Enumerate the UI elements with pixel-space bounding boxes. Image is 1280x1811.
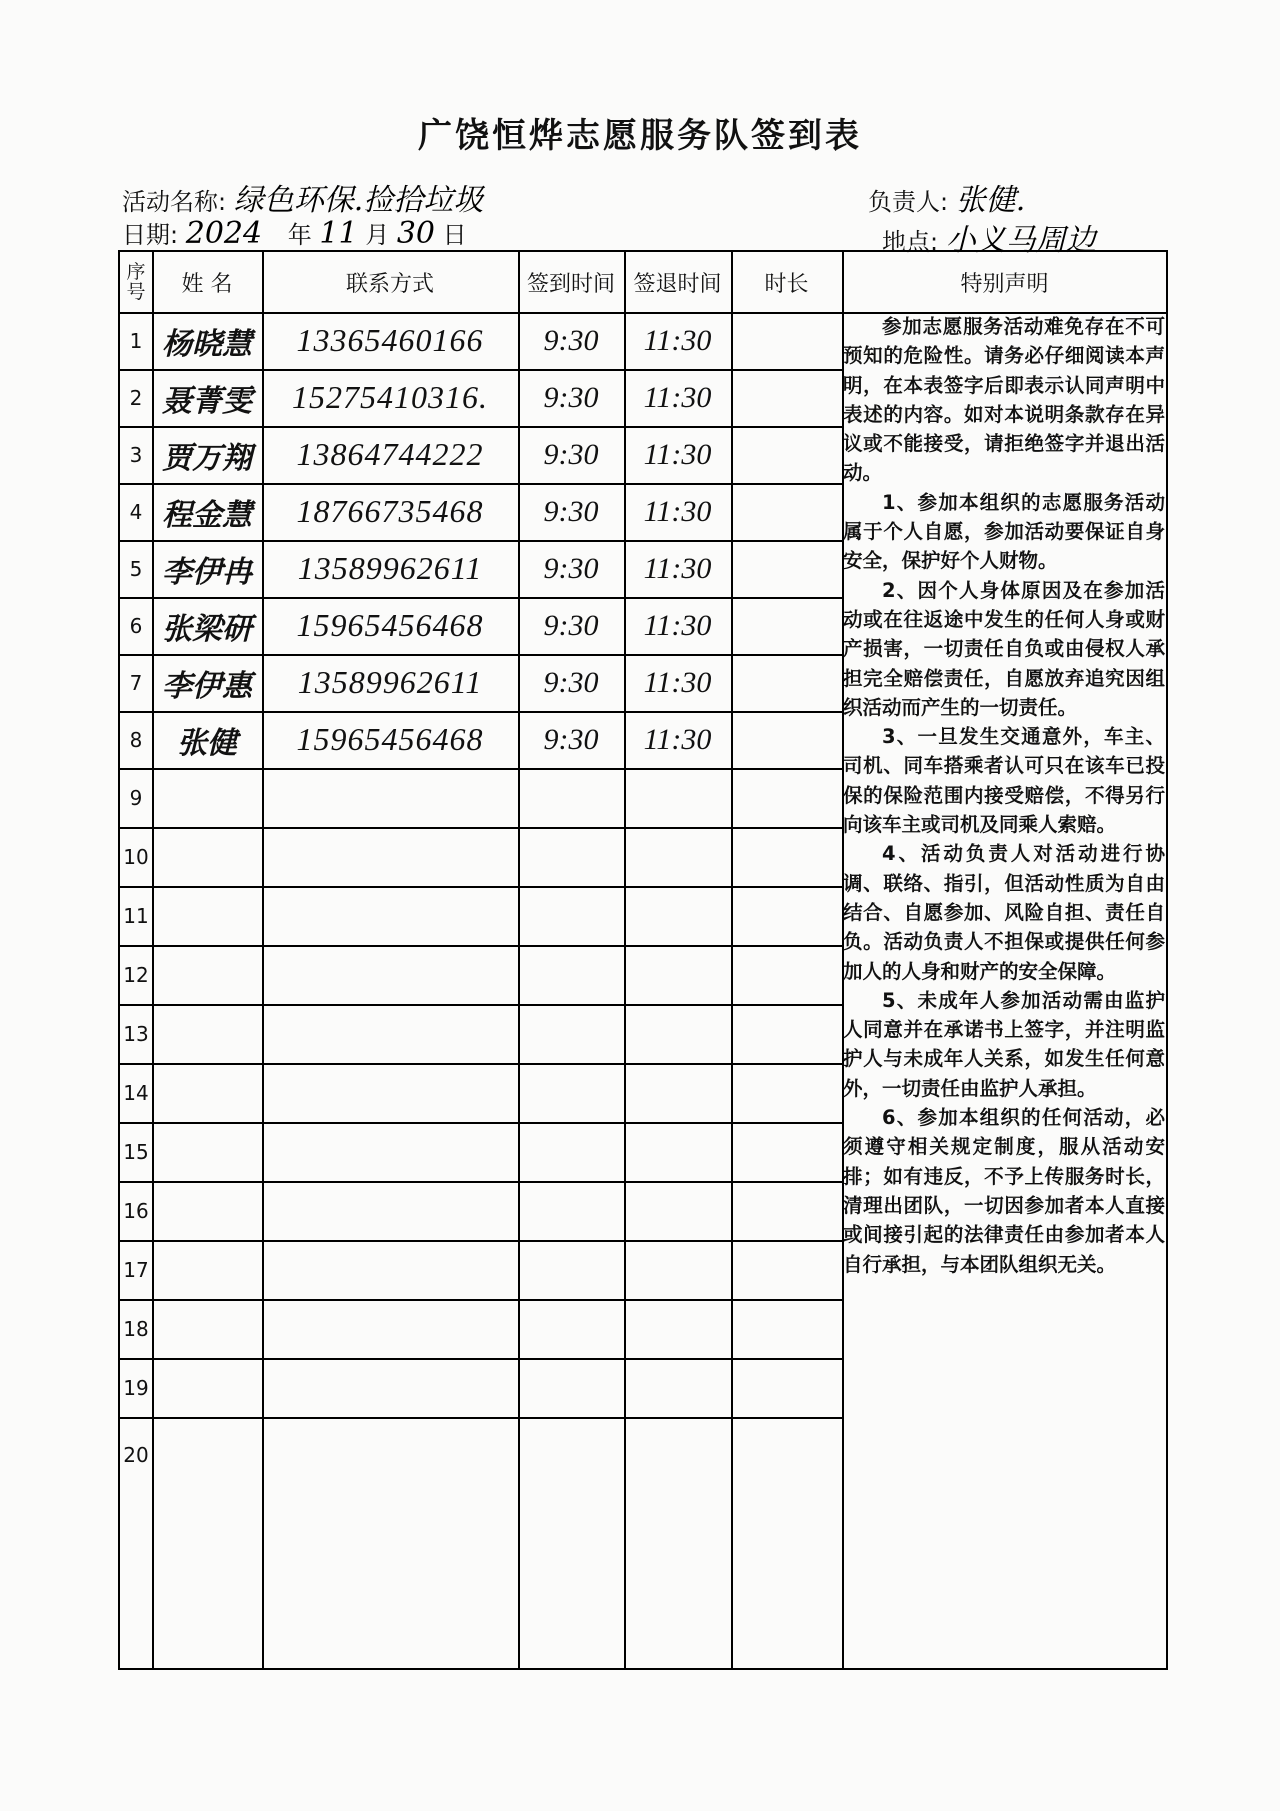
row-seq: 12 [123, 962, 149, 987]
row-name-signature [152, 1417, 262, 1493]
declaration-paragraph: 3、一旦发生交通意外，车主、司机、同车搭乘者认可只在该车已投保的保险范围内接受赔偿，不得另行向该车主或司机及同乘人索赔。 [843, 725, 1165, 837]
declaration-text [843, 312, 1165, 1279]
row-checkin: 9:30 [543, 323, 599, 357]
row-checkin: 9:30 [543, 608, 599, 642]
row-checkout: 11:30 [643, 608, 712, 642]
row-name-signature [152, 1122, 262, 1181]
row-name-signature [152, 1240, 262, 1299]
row-phone: 13864744222 [296, 436, 484, 472]
row-seq: 11 [123, 903, 149, 928]
header-checkin: 签到时间 [526, 271, 615, 297]
row-seq: 17 [123, 1257, 149, 1282]
row-seq: 2 [129, 385, 143, 410]
row-name-signature: 张梁研 [162, 611, 252, 647]
row-checkout: 11:30 [643, 323, 712, 357]
row-checkin: 9:30 [543, 665, 599, 699]
row-checkout [624, 1299, 731, 1358]
row-seq: 13 [123, 1021, 149, 1046]
row-seq: 4 [129, 499, 143, 524]
declaration-paragraph: 5、未成年人参加活动需由监护人同意并在承诺书上签字，并注明监护人与未成年人关系，如发生任何意外，一切责任由监护人承担。 [843, 988, 1165, 1100]
row-phone [262, 886, 518, 945]
row-checkout: 11:30 [643, 494, 712, 528]
row-duration [731, 1063, 842, 1122]
row-phone [262, 1299, 518, 1358]
row-duration [731, 711, 842, 768]
row-checkin [518, 1063, 624, 1122]
date-year: 2024 [185, 216, 263, 251]
row-duration [731, 540, 842, 597]
date-day: 30 [396, 216, 436, 251]
row-seq: 6 [129, 613, 143, 638]
row-duration [731, 1299, 842, 1358]
header-name: 姓 名 [181, 271, 233, 297]
header-duration: 时长 [764, 271, 809, 297]
row-phone [262, 1122, 518, 1181]
row-phone: 18766735468 [296, 493, 484, 529]
row-phone [262, 768, 518, 827]
row-checkin [518, 1004, 624, 1063]
row-checkout: 11:30 [643, 380, 712, 414]
row-seq: 15 [123, 1139, 149, 1164]
row-name-signature [152, 1181, 262, 1240]
declaration-paragraph: 1、参加本组织的志愿服务活动属于个人自愿，参加活动要保证自身安全，保护好个人财物。 [843, 490, 1165, 573]
row-checkout: 11:30 [643, 551, 712, 585]
row-name-signature [152, 886, 262, 945]
row-checkin [518, 768, 624, 827]
row-phone [262, 827, 518, 886]
row-duration [731, 1122, 842, 1181]
row-checkin [518, 886, 624, 945]
leader-field [868, 175, 1025, 219]
row-checkin [518, 1358, 624, 1417]
date-label: 日期: [122, 221, 179, 249]
row-checkin [518, 945, 624, 1004]
row-name-signature [152, 1358, 262, 1417]
row-checkin [518, 1240, 624, 1299]
date-day-unit: 日 [442, 221, 467, 249]
date-month-unit: 月 [365, 221, 390, 249]
row-phone [262, 1240, 518, 1299]
row-checkout [624, 827, 731, 886]
declaration-paragraph: 参加志愿服务活动难免存在不可预知的危险性。请务必仔细阅读本声明，在本表签字后即表示认同声明中表述的内容。如对本说明条款存在异议或不能接受，请拒绝签字并退出活动。 [843, 315, 1165, 485]
leader-label: 负责人: [868, 188, 949, 216]
row-checkout: 11:30 [643, 437, 712, 471]
row-phone: 15275410316. [292, 379, 488, 415]
row-checkin [518, 1181, 624, 1240]
row-seq: 3 [129, 442, 143, 467]
row-phone [262, 945, 518, 1004]
row-checkout: 11:30 [643, 722, 712, 756]
row-name-signature: 李伊冉 [162, 554, 252, 590]
row-seq: 7 [129, 670, 143, 695]
row-checkin [518, 1417, 624, 1493]
row-seq: 14 [123, 1080, 149, 1105]
signin-table [118, 250, 1168, 1670]
activity-field [122, 175, 483, 219]
header-checkout: 签退时间 [633, 271, 722, 297]
row-duration [731, 1358, 842, 1417]
row-checkout [624, 1417, 731, 1493]
row-checkin [518, 827, 624, 886]
row-checkout [624, 1004, 731, 1063]
row-seq: 16 [123, 1198, 149, 1223]
row-name-signature [152, 1299, 262, 1358]
row-name-signature [152, 827, 262, 886]
row-duration [731, 1417, 842, 1493]
location-value: 小义马周边 [945, 223, 1096, 258]
row-phone: 13589962611 [297, 550, 483, 586]
row-name-signature [152, 945, 262, 1004]
date-field [122, 215, 467, 251]
header-contact: 联系方式 [345, 271, 434, 297]
row-seq: 18 [123, 1316, 149, 1341]
row-checkin: 9:30 [543, 551, 599, 585]
row-checkout [624, 945, 731, 1004]
row-name-signature: 程金慧 [162, 497, 252, 533]
row-duration [731, 483, 842, 540]
declaration-paragraph: 2、因个人身体原因及在参加活动或在往返途中发生的任何人身或财产损害，一切责任自负或由侵权人承担完全赔偿责任，自愿放弃追究因组织活动而产生的一切责任。 [843, 578, 1165, 719]
column-divider [842, 252, 844, 1668]
row-seq: 5 [129, 556, 143, 581]
row-checkin: 9:30 [543, 437, 599, 471]
row-phone [262, 1417, 518, 1493]
date-month: 11 [319, 216, 358, 251]
row-name-signature: 李伊惠 [162, 668, 252, 704]
row-duration [731, 369, 842, 426]
row-checkin [518, 1122, 624, 1181]
row-duration [731, 1240, 842, 1299]
row-checkin: 9:30 [543, 722, 599, 756]
row-checkout [624, 768, 731, 827]
row-seq: 10 [123, 844, 149, 869]
row-duration [731, 886, 842, 945]
row-checkout [624, 1063, 731, 1122]
header-seq: 序号 [126, 261, 146, 303]
row-checkout [624, 1122, 731, 1181]
row-phone: 13365460166 [296, 322, 484, 358]
row-name-signature [152, 1063, 262, 1122]
declaration-paragraph: 6、参加本组织的任何活动，必须遵守相关规定制度，服从活动安排；如有违反，不予上传服务时长，清理出团队，一切因参加者本人直接或间接引起的法律责任由参加者本人自行承担，与本团队组织无关。 [843, 1106, 1165, 1276]
row-name-signature: 张健 [177, 725, 237, 761]
row-duration [731, 654, 842, 711]
row-duration [731, 597, 842, 654]
location-label: 地点: [882, 228, 939, 256]
row-checkout [624, 1358, 731, 1417]
row-checkout [624, 886, 731, 945]
row-seq: 1 [129, 328, 143, 353]
row-seq: 9 [129, 785, 143, 810]
row-name-signature: 贾万翔 [162, 440, 252, 476]
row-phone [262, 1358, 518, 1417]
row-phone [262, 1063, 518, 1122]
row-phone: 15965456468 [296, 607, 484, 643]
row-checkout: 11:30 [643, 665, 712, 699]
row-seq: 19 [123, 1375, 149, 1400]
activity-label: 活动名称: [122, 188, 227, 216]
row-name-signature: 杨晓慧 [162, 326, 252, 362]
row-checkout [624, 1240, 731, 1299]
row-seq: 8 [129, 727, 143, 752]
row-duration [731, 827, 842, 886]
row-duration [731, 312, 842, 369]
row-phone: 13589962611 [297, 664, 483, 700]
page-title: 广饶恒烨志愿服务队签到表 [418, 116, 862, 156]
activity-value: 绿色环保.捡拾垃圾 [233, 183, 484, 218]
leader-value: 张健. [955, 183, 1026, 218]
row-checkout [624, 1181, 731, 1240]
row-duration [731, 1181, 842, 1240]
row-duration [731, 945, 842, 1004]
header-declaration: 特别声明 [960, 271, 1049, 297]
row-checkin: 9:30 [543, 380, 599, 414]
row-name-signature: 聂菁雯 [162, 383, 252, 419]
row-seq: 20 [123, 1443, 149, 1467]
row-phone [262, 1004, 518, 1063]
row-checkin [518, 1299, 624, 1358]
row-duration [731, 1004, 842, 1063]
row-duration [731, 426, 842, 483]
row-phone: 15965456468 [296, 721, 484, 757]
row-name-signature [152, 768, 262, 827]
row-name-signature [152, 1004, 262, 1063]
declaration-paragraph: 4、活动负责人对活动进行协调、联络、指引，但活动性质为自由结合、自愿参加、风险自担、责任自负。活动负责人不担保或提供任何参加人的人身和财产的安全保障。 [843, 842, 1165, 983]
row-duration [731, 768, 842, 827]
date-year-unit: 年 [287, 221, 312, 249]
row-checkin: 9:30 [543, 494, 599, 528]
row-phone [262, 1181, 518, 1240]
